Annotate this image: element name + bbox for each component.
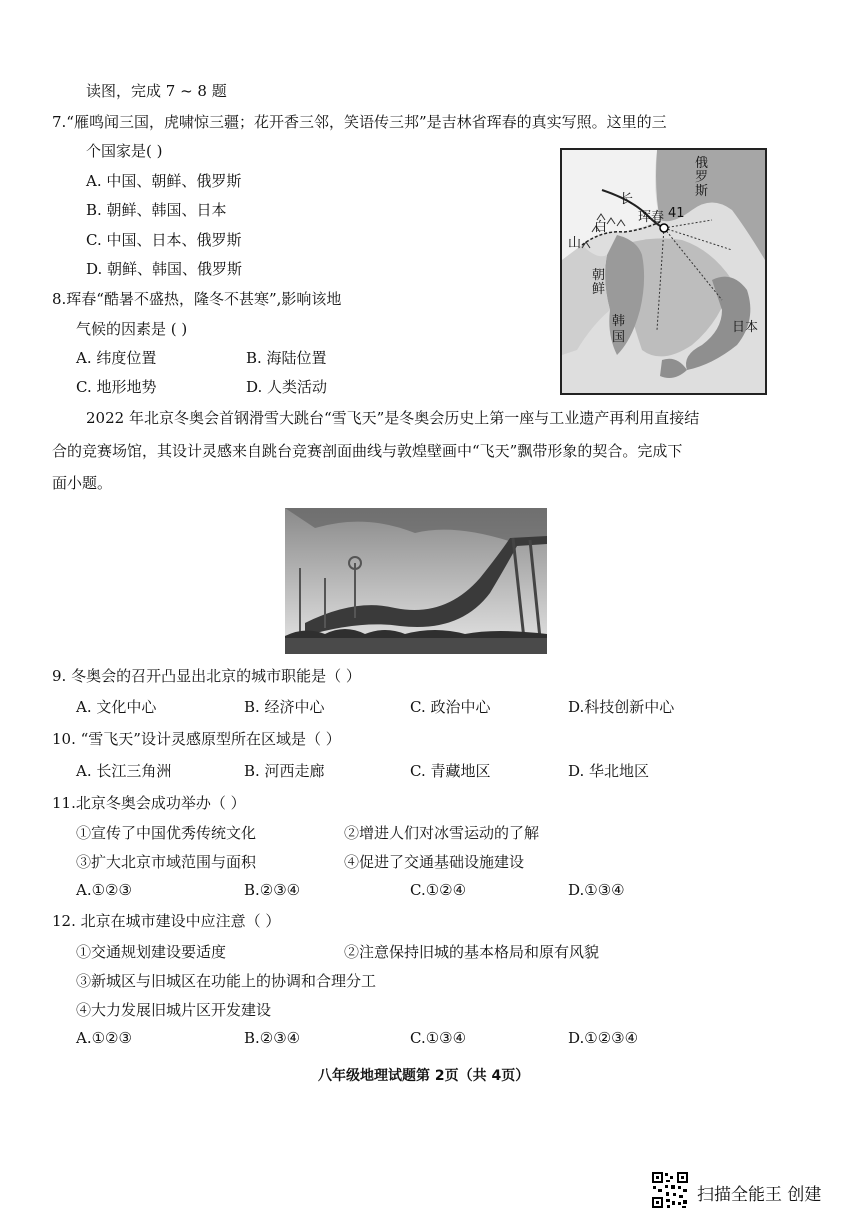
- q11-option-a: A.①②③: [76, 881, 132, 899]
- scanner-watermark: 扫描全能王 创建: [697, 1185, 822, 1205]
- qr-code-icon: [651, 1171, 689, 1209]
- page-footer: 八年级地理试题第 2页（共 4页）: [318, 1068, 530, 1084]
- q12-item-1: ①交通规划建设要适度: [76, 943, 227, 961]
- q9-option-a: A. 文化中心: [76, 698, 157, 716]
- q12-stem: 12. 北京在城市建设中应注意（ ）: [52, 912, 281, 930]
- q11-item-3: ③扩大北京市域范围与面积: [76, 853, 257, 871]
- ski-jump-photo: [285, 508, 547, 654]
- q11-item-2: ②增进人们对冰雪运动的了解: [344, 824, 540, 842]
- q8-stem-line1: 8.珲春“酷暑不盛热，隆冬不甚寒”,影响该地: [52, 290, 342, 308]
- map-label-russia-3: 斯: [695, 184, 709, 199]
- q12-option-c: C.①③④: [410, 1029, 467, 1047]
- map-label-shan: 山: [568, 236, 582, 251]
- passage-line3: 面小题。: [52, 474, 113, 492]
- map-label-hunchun: 珲春: [638, 210, 665, 225]
- q7-option-a: A. 中国、朝鲜、俄罗斯: [86, 172, 242, 190]
- q7-stem-line2: 个国家是( ): [86, 142, 163, 160]
- map-label-guo: 国: [612, 330, 626, 345]
- map-label-xian: 鲜: [592, 282, 606, 297]
- map-label-bai: 白: [594, 220, 608, 235]
- q12-item-2: ②注意保持旧城的基本格局和原有风貌: [344, 943, 600, 961]
- q12-option-d: D.①②③④: [568, 1029, 639, 1047]
- map-label-russia-2: 罗: [695, 170, 709, 185]
- q8-option-a: A. 纬度位置: [76, 349, 157, 367]
- map-label-chao: 朝: [592, 268, 606, 283]
- q10-option-c: C. 青藏地区: [410, 762, 491, 780]
- q10-option-b: B. 河西走廊: [244, 762, 325, 780]
- q11-stem: 11.北京冬奥会成功举办（ ）: [52, 794, 246, 812]
- passage-line2: 合的竞赛场馆，其设计灵感来自跳台竞赛剖面曲线与敦煌壁画中“飞天”飘带形象的契合。完成下: [52, 442, 683, 460]
- q9-stem: 9. 冬奥会的召开凸显出北京的城市职能是（ ）: [52, 667, 361, 685]
- instruction-7-8: 读图，完成 7 ~ 8 题: [86, 82, 227, 100]
- q8-option-b: B. 海陆位置: [246, 349, 327, 367]
- q8-stem-line2: 气候的因素是 ( ): [76, 320, 188, 338]
- q11-item-4: ④促进了交通基础设施建设: [344, 853, 525, 871]
- q7-stem-line1: 7.“雁鸣闻三国，虎啸惊三疆；花开香三邻，笑语传三邦”是吉林省珲春的真实写照。这里的三: [52, 113, 667, 131]
- q7-option-d: D. 朝鲜、韩国、俄罗斯: [86, 260, 243, 278]
- q7-option-b: B. 朝鲜、韩国、日本: [86, 201, 227, 219]
- passage-line1: 2022 年北京冬奥会首钢滑雪大跳台“雪飞天”是冬奥会历史上第一座与工业遗产再利用直接结: [86, 409, 700, 427]
- q12-option-b: B.②③④: [244, 1029, 301, 1047]
- q11-option-b: B.②③④: [244, 881, 301, 899]
- map-label-chang: 长: [620, 192, 634, 207]
- q12-item-4: ④大力发展旧城片区开发建设: [76, 1001, 272, 1019]
- q11-option-c: C.①②④: [410, 881, 467, 899]
- map-label-41: 41: [668, 206, 685, 221]
- ski-jump-illustration: [285, 508, 547, 654]
- q11-item-1: ①宣传了中国优秀传统文化: [76, 824, 257, 842]
- q9-option-d: D.科技创新中心: [568, 698, 675, 716]
- q12-item-3: ③新城区与旧城区在功能上的协调和合理分工: [76, 972, 377, 990]
- q12-option-a: A.①②③: [76, 1029, 132, 1047]
- q7-option-c: C. 中国、日本、俄罗斯: [86, 231, 242, 249]
- hunchun-region-map: [560, 148, 767, 395]
- map-label-russia-1: 俄: [695, 156, 709, 171]
- q11-option-d: D.①③④: [568, 881, 625, 899]
- q8-option-d: D. 人类活动: [246, 378, 328, 396]
- q9-option-c: C. 政治中心: [410, 698, 491, 716]
- q8-option-c: C. 地形地势: [76, 378, 157, 396]
- q10-option-a: A. 长江三角洲: [76, 762, 172, 780]
- map-label-japan: 日本: [732, 320, 759, 335]
- q10-stem: 10. “雪飞天”设计灵感原型所在区域是（ ）: [52, 730, 341, 748]
- q10-option-d: D. 华北地区: [568, 762, 650, 780]
- map-label-han: 韩: [612, 314, 626, 329]
- q9-option-b: B. 经济中心: [244, 698, 325, 716]
